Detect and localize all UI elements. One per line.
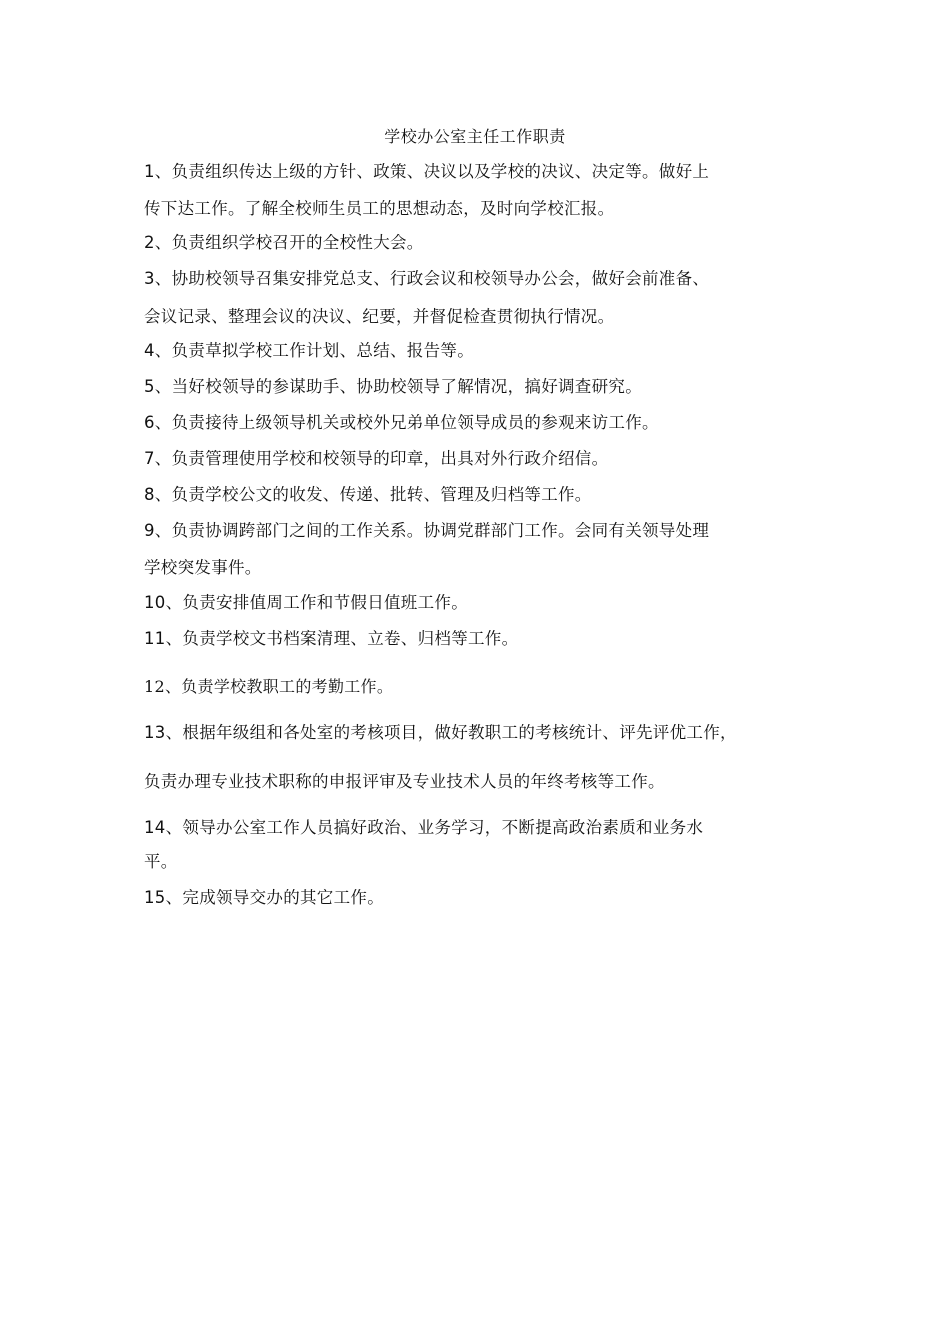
- paragraph-line: 负责办理专业技术职称的申报评审及专业技术人员的年终考核等工作。: [144, 772, 665, 791]
- paragraph-line: 15、完成领导交办的其它工作。: [144, 888, 384, 907]
- document-title: 学校办公室主任工作职责: [384, 127, 566, 146]
- paragraph-line: 14、领导办公室工作人员搞好政治、业务学习，不断提高政治素质和业务水: [144, 818, 704, 837]
- paragraph-line: 10、负责安排值周工作和节假日值班工作。: [144, 593, 468, 612]
- paragraph-line: 学校突发事件。: [144, 558, 262, 577]
- paragraph-line: 传下达工作。了解全校师生员工的思想动态，及时向学校汇报。: [144, 199, 615, 218]
- paragraph-line: 2、负责组织学校召开的全校性大会。: [144, 233, 424, 252]
- paragraph-line: 7、负责管理使用学校和校领导的印章，出具对外行政介绍信。: [144, 449, 609, 468]
- paragraph-line: 13、根据年级组和各处室的考核项目，做好教职工的考核统计、评先评优工作，: [144, 723, 737, 742]
- paragraph-line: 1、负责组织传达上级的方针、政策、决议以及学校的决议、决定等。做好上: [144, 162, 710, 181]
- paragraph-line: 3、协助校领导召集安排党总支、行政会议和校领导办公会，做好会前准备、: [144, 269, 710, 288]
- paragraph-line: 平。: [144, 852, 178, 871]
- paragraph-line: 11、负责学校文书档案清理、立卷、归档等工作。: [144, 629, 519, 648]
- paragraph-line: 4、负责草拟学校工作计划、总结、报告等。: [144, 341, 474, 360]
- paragraph-line: 8、负责学校公文的收发、传递、批转、管理及归档等工作。: [144, 485, 592, 504]
- paragraph-line: 5、当好校领导的参谋助手、协助校领导了解情况，搞好调查研究。: [144, 377, 642, 396]
- paragraph-line: 12、负责学校教职工的考勤工作。: [144, 677, 394, 696]
- paragraph-line: 9、负责协调跨部门之间的工作关系。协调党群部门工作。会同有关领导处理: [144, 521, 710, 540]
- paragraph-line: 6、负责接待上级领导机关或校外兄弟单位领导成员的参观来访工作。: [144, 413, 659, 432]
- paragraph-line: 会议记录、整理会议的决议、纪要，并督促检查贯彻执行情况。: [144, 307, 615, 326]
